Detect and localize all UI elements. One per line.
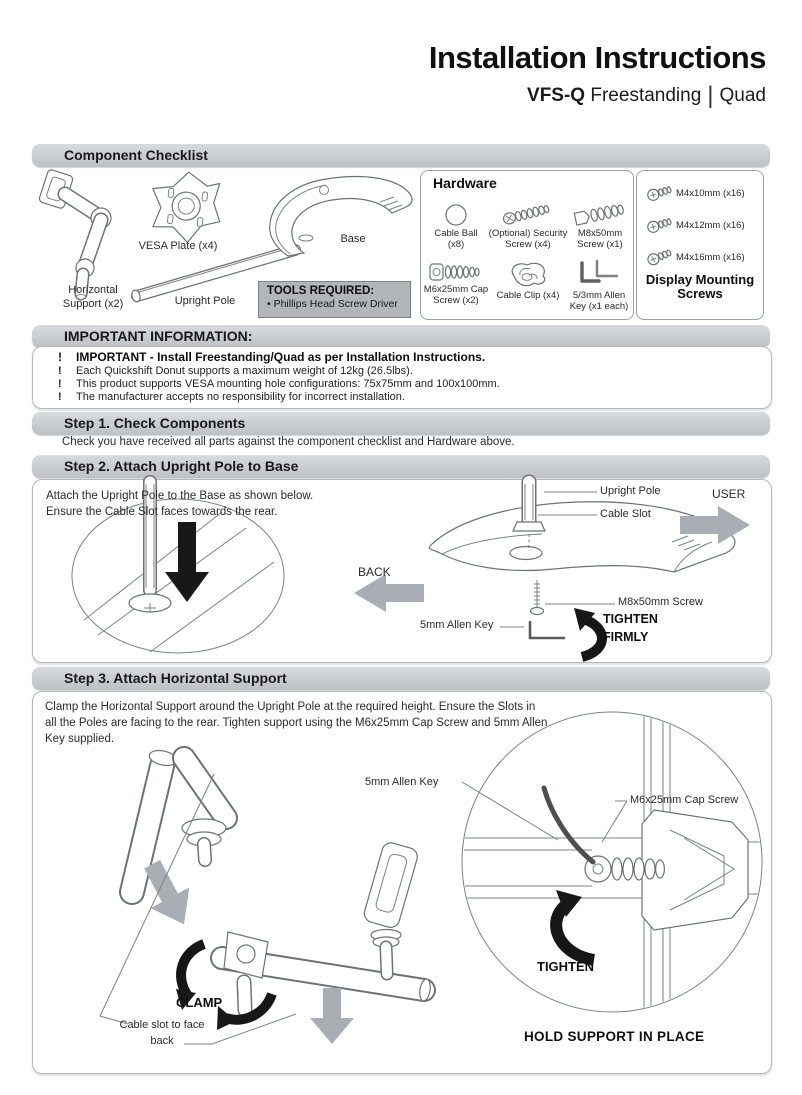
- label-horizontal-support: Horizontal Support (x2): [62, 284, 124, 310]
- label-clamp: CLAMP: [176, 995, 223, 1010]
- tools-required-title: TOOLS REQUIRED:: [267, 285, 375, 297]
- display-screws-title: Display Mounting Screws: [645, 272, 755, 302]
- step3-body: Clamp the Horizontal Support around the Upright Pole at the required height. Ensure the Slots in all the Poles are facing to the rear. Tighten support using the M6x25mm Cap Screw and 5mm Allen Key supplied.: [45, 701, 548, 746]
- important-line: ! Each Quickshift Donut supports a maximum weight of 12kg (26.5lbs).: [58, 365, 413, 377]
- step2-body: Attach the Upright Pole to the Base as shown below. Ensure the Cable Slot faces towards the rear.: [46, 490, 314, 519]
- label-user: USER: [712, 487, 746, 501]
- config-label: Quad: [719, 85, 766, 106]
- hardware-item: M6x25mm Cap Screw (x2): [423, 261, 489, 307]
- cable-clip-icon: [505, 259, 551, 289]
- label-tighten: TIGHTEN: [537, 959, 595, 974]
- label-tighten: TIGHTEN: [603, 612, 658, 626]
- hardware-box: [420, 170, 634, 320]
- hardware-item: (Optional) Security Screw (x4): [487, 199, 569, 251]
- label-allen-key: 5mm Allen Key: [365, 776, 439, 788]
- display-screws-box: [636, 170, 764, 320]
- horizontal-support-art: [38, 169, 111, 300]
- m4-screw-icon: [645, 183, 673, 203]
- page-subtitle: [300, 82, 766, 110]
- m4-screw-icon: [645, 247, 673, 267]
- step1-body: Check you have received all parts against the component checklist and Hardware above.: [62, 436, 515, 448]
- label-firmly: FIRMLY: [603, 630, 649, 644]
- page-title: Installation Instructions: [428, 40, 766, 75]
- label-upright-pole: Upright Pole: [600, 485, 661, 497]
- label-vesa-plate: VESA Plate (x4): [138, 240, 218, 252]
- model-code: VFS-Q: [527, 85, 586, 106]
- cap-screw-leader: [602, 801, 627, 842]
- tools-required-item: • Phillips Head Screw Driver: [267, 298, 398, 310]
- step3-diagram: [32, 692, 770, 1070]
- vesa-plate-art: [148, 169, 225, 246]
- m4-screw-icon: [645, 215, 673, 235]
- label-m8-screw: M8x50mm Screw: [618, 596, 703, 608]
- display-screw-row: M4x10mm (x16): [645, 183, 745, 203]
- display-screw-row: M4x12mm (x16): [645, 215, 745, 235]
- cable-ball-icon: [441, 203, 471, 227]
- m8-screw-icon: [571, 199, 629, 227]
- label-upright-pole: Upright Pole: [174, 295, 236, 307]
- important-line: ! This product supports VESA mounting hole configurations: 75x75mm and 100x100mm.: [58, 378, 500, 390]
- tighten-arrow-icon: [574, 608, 602, 657]
- label-cable-slot-note: Cable slot to face back: [119, 1019, 205, 1047]
- down-arrow-icon: [310, 988, 354, 1044]
- important-line: ! The manufacturer accepts no responsibility for incorrect installation.: [58, 391, 405, 403]
- label-allen-key: 5mm Allen Key: [420, 619, 494, 631]
- label-cable-slot: Cable Slot: [600, 508, 651, 520]
- section-header-step1: Step 1. Check Components: [32, 412, 770, 435]
- tighten-arrow-icon: [556, 890, 594, 960]
- m8-screw-art: [531, 580, 544, 615]
- hardware-item: Cable Clip (x4): [489, 259, 567, 301]
- subtitle-divider: |: [707, 82, 714, 109]
- label-cap-screw: M6x25mm Cap Screw: [630, 794, 739, 806]
- allen-key-art: [544, 788, 593, 862]
- tools-required-box: [258, 281, 411, 318]
- label-back: BACK: [358, 565, 391, 579]
- allen-keys-icon: [575, 259, 623, 289]
- important-line: ! IMPORTANT - Install Freestanding/Quad as per Installation Instructions.: [58, 350, 486, 364]
- insert-arrow-icon: [165, 522, 209, 602]
- back-direction-arrow-icon: [354, 574, 424, 612]
- allen-key-art: [530, 622, 564, 638]
- cap-screw-icon: [428, 261, 484, 283]
- label-hold-support: HOLD SUPPORT IN PLACE: [524, 1029, 705, 1044]
- variant-label: Freestanding: [590, 85, 702, 106]
- hardware-item: 5/3mm Allen Key (x1 each): [567, 259, 631, 313]
- hardware-title: Hardware: [433, 175, 497, 191]
- section-header-step3: Step 3. Attach Horizontal Support: [32, 667, 770, 690]
- label-base: Base: [340, 233, 366, 245]
- hardware-item: M8x50mm Screw (x1): [569, 199, 631, 251]
- section-header-step2: Step 2. Attach Upright Pole to Base: [32, 455, 770, 478]
- section-header-component-checklist: Component Checklist: [32, 144, 770, 167]
- security-screw-icon: [497, 199, 559, 227]
- magnified-clamp-detail: [464, 713, 760, 1012]
- section-header-important-information: IMPORTANT INFORMATION:: [32, 325, 770, 348]
- hardware-item: Cable Ball (x8): [425, 203, 487, 251]
- display-screw-row: M4x16mm (x16): [645, 247, 745, 267]
